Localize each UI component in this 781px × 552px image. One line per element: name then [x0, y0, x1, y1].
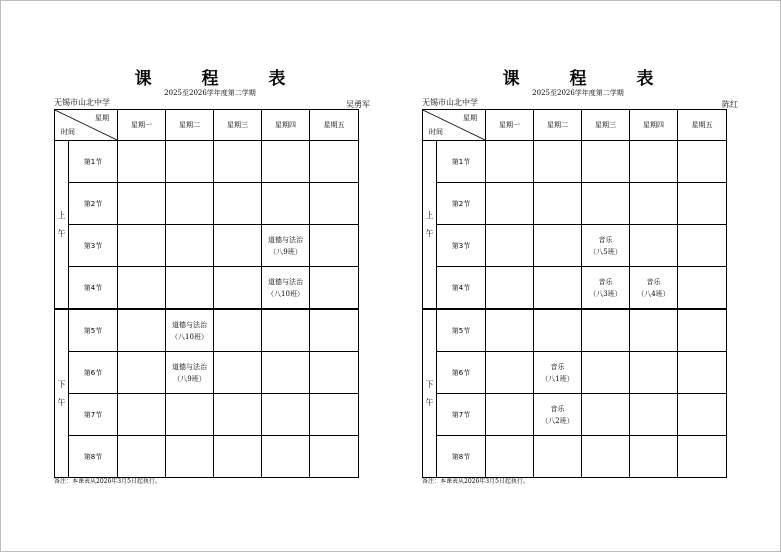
schedule-cell — [486, 436, 534, 478]
sheet-title: 课 程 表 — [134, 69, 308, 89]
schedule-cell — [582, 436, 630, 478]
day-header: 星期三 — [214, 110, 262, 141]
schedule-cell — [630, 225, 678, 267]
schedule-cell — [678, 141, 727, 183]
schedule-cell — [582, 394, 630, 436]
schedule-cell — [214, 225, 262, 267]
schedule-cell — [534, 436, 582, 478]
schedule-cell — [166, 183, 214, 225]
schedule-cell — [118, 267, 166, 310]
corner-header-cell — [55, 110, 118, 141]
period-row — [423, 183, 727, 225]
schedule-cell — [534, 183, 582, 225]
schedule-cell — [262, 436, 310, 478]
schedule-cell: 音乐 （八5班） — [582, 225, 630, 267]
period-row — [55, 394, 359, 436]
schedule-cell — [118, 183, 166, 225]
schedule-cell — [262, 394, 310, 436]
schedule-cell: 音乐 （八4班） — [630, 267, 678, 310]
sheet-subtitle: 2025至2026学年度第二学期 — [164, 89, 256, 97]
school-name: 无锡市山北中学 — [422, 98, 478, 107]
period-row — [423, 309, 727, 352]
period-label: 第5节 — [437, 309, 486, 352]
schedule-cell — [214, 183, 262, 225]
schedule-cell — [534, 225, 582, 267]
schedule-cell — [166, 436, 214, 478]
morning-label: 上 午 — [423, 141, 437, 310]
period-row — [423, 267, 727, 310]
corner-weekday-label: 星期 — [463, 114, 477, 122]
schedule-cell — [310, 436, 359, 478]
footnote: 备注：本课表从2026年3月5日起执行。 — [54, 478, 161, 485]
schedule-cell — [678, 394, 727, 436]
schedule-cell — [118, 309, 166, 352]
period-row — [423, 394, 727, 436]
schedule-cell — [678, 352, 727, 394]
schedule-cell — [214, 436, 262, 478]
day-header: 星期五 — [678, 110, 727, 141]
schedule-cell — [214, 267, 262, 310]
period-label: 第1节 — [69, 141, 118, 183]
period-label: 第8节 — [69, 436, 118, 478]
sheet-subtitle: 2025至2026学年度第二学期 — [532, 89, 624, 97]
schedule-cell — [678, 225, 727, 267]
period-row — [55, 225, 359, 267]
schedule-cell — [118, 394, 166, 436]
schedule-cell — [534, 309, 582, 352]
schedule-cell — [534, 267, 582, 310]
schedule-cell — [582, 352, 630, 394]
schedule-cell: 音乐 （八3班） — [582, 267, 630, 310]
period-label: 第3节 — [69, 225, 118, 267]
schedule-cell — [310, 309, 359, 352]
schedule-cell — [166, 141, 214, 183]
teacher-name: 陈红 — [722, 100, 738, 109]
schedule-cell — [310, 267, 359, 310]
schedule-cell: 音乐 （八2班） — [534, 394, 582, 436]
day-header: 星期一 — [486, 110, 534, 141]
schedule-cell — [310, 394, 359, 436]
morning-label: 上 午 — [55, 141, 69, 310]
schedule-cell — [678, 267, 727, 310]
teacher-name: 吴勇军 — [346, 100, 370, 109]
schedule-cell — [310, 225, 359, 267]
timetable — [54, 109, 359, 478]
period-label: 第7节 — [437, 394, 486, 436]
schedule-cell — [486, 141, 534, 183]
timetable — [422, 109, 727, 478]
schedule-cell: 道德与法治 （八10班） — [262, 267, 310, 310]
schedule-cell — [214, 309, 262, 352]
period-row — [55, 436, 359, 478]
schedule-cell — [486, 183, 534, 225]
schedule-cell — [630, 352, 678, 394]
period-label: 第7节 — [69, 394, 118, 436]
footnote: 备注：本课表从2026年3月5日起执行。 — [422, 478, 529, 485]
schedule-cell — [118, 436, 166, 478]
schedule-cell — [630, 141, 678, 183]
schedule-cell — [486, 267, 534, 310]
day-header: 星期二 — [534, 110, 582, 141]
schedule-cell — [486, 309, 534, 352]
day-header: 星期一 — [118, 110, 166, 141]
period-row — [55, 309, 359, 352]
schedule-cell — [214, 141, 262, 183]
afternoon-label: 下 午 — [423, 309, 437, 478]
schedule-cell — [630, 436, 678, 478]
period-label: 第6节 — [69, 352, 118, 394]
period-row — [423, 436, 727, 478]
schedule-cell — [262, 141, 310, 183]
timetable-sheet-right — [418, 0, 738, 552]
schedule-cell — [582, 183, 630, 225]
schedule-cell — [630, 309, 678, 352]
schedule-cell — [678, 183, 727, 225]
period-label: 第5节 — [69, 309, 118, 352]
period-row — [423, 141, 727, 183]
sheet-title: 课 程 表 — [502, 69, 676, 89]
period-row — [423, 352, 727, 394]
schedule-cell — [166, 394, 214, 436]
schedule-cell — [310, 141, 359, 183]
schedule-cell — [582, 309, 630, 352]
corner-header-cell — [423, 110, 486, 141]
period-row — [423, 225, 727, 267]
schedule-cell — [630, 394, 678, 436]
period-label: 第2节 — [69, 183, 118, 225]
schedule-cell — [310, 352, 359, 394]
schedule-cell — [166, 225, 214, 267]
schedule-cell — [582, 141, 630, 183]
schedule-cell: 音乐 （八1班） — [534, 352, 582, 394]
schedule-cell — [166, 267, 214, 310]
schedule-cell — [678, 436, 727, 478]
timetable-sheet-left — [50, 0, 370, 552]
schedule-cell — [118, 141, 166, 183]
day-header: 星期三 — [582, 110, 630, 141]
schedule-cell — [262, 183, 310, 225]
period-row — [55, 183, 359, 225]
period-label: 第1节 — [437, 141, 486, 183]
schedule-cell: 道德与法治 （八10班） — [166, 309, 214, 352]
schedule-cell — [310, 183, 359, 225]
schedule-cell — [630, 183, 678, 225]
period-label: 第4节 — [437, 267, 486, 310]
schedule-cell — [486, 394, 534, 436]
schedule-cell — [534, 141, 582, 183]
period-label: 第4节 — [69, 267, 118, 310]
schedule-cell — [118, 225, 166, 267]
schedule-cell: 道德与法治 （八9班） — [166, 352, 214, 394]
schedule-cell — [486, 225, 534, 267]
schedule-cell — [214, 394, 262, 436]
period-row — [55, 141, 359, 183]
period-label: 第3节 — [437, 225, 486, 267]
schedule-cell — [262, 352, 310, 394]
schedule-cell — [214, 352, 262, 394]
school-name: 无锡市山北中学 — [54, 98, 110, 107]
schedule-cell — [262, 309, 310, 352]
schedule-cell — [486, 352, 534, 394]
schedule-cell — [118, 352, 166, 394]
schedule-cell — [678, 309, 727, 352]
day-header: 星期二 — [166, 110, 214, 141]
period-label: 第8节 — [437, 436, 486, 478]
afternoon-label: 下 午 — [55, 309, 69, 478]
period-row — [55, 352, 359, 394]
period-label: 第6节 — [437, 352, 486, 394]
day-header: 星期四 — [262, 110, 310, 141]
day-header: 星期五 — [310, 110, 359, 141]
corner-time-label: 时间 — [61, 128, 75, 136]
corner-time-label: 时间 — [429, 128, 443, 136]
schedule-cell: 道德与法治 （八9班） — [262, 225, 310, 267]
day-header: 星期四 — [630, 110, 678, 141]
period-label: 第2节 — [437, 183, 486, 225]
period-row — [55, 267, 359, 310]
corner-weekday-label: 星期 — [95, 114, 109, 122]
